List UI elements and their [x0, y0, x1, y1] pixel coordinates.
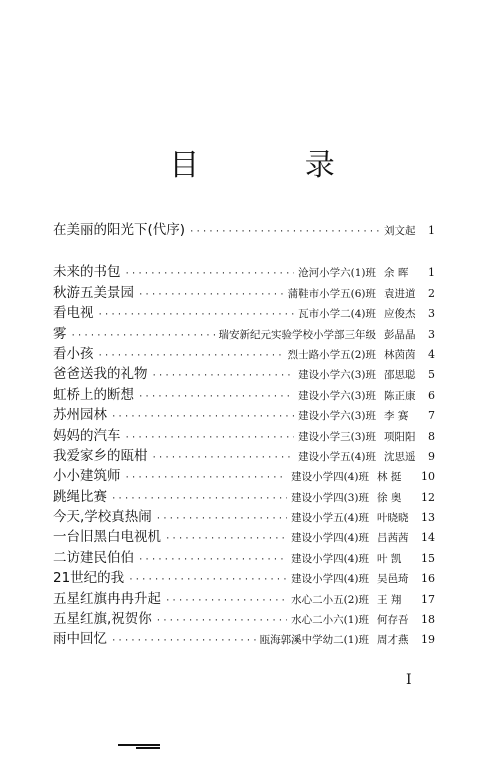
entry-school: 瑞安新纪元实验学校小学部三年级 — [218, 328, 376, 341]
entry-school: 建设小学四(4)班 — [291, 573, 369, 586]
toc-entry[interactable] — [53, 281, 435, 301]
entry-page: 15 — [421, 551, 435, 565]
entry-author: 李 赛 — [384, 410, 409, 423]
entry-page: 14 — [421, 531, 435, 545]
entry-author: 王 翔 — [377, 593, 402, 606]
entry-author: 吴邑琦 — [377, 573, 409, 586]
entry-title: 雾 — [53, 325, 67, 342]
toc-entry[interactable] — [53, 322, 435, 342]
entry-page: 17 — [421, 592, 435, 606]
entry-title: 五星红旗,祝贺你 — [53, 611, 152, 628]
leader-dots — [98, 351, 284, 361]
entry-school: 建设小学三(3)班 — [298, 430, 376, 443]
leader-dots — [165, 534, 287, 544]
toc-entry[interactable] — [53, 362, 435, 382]
entry-page: 18 — [421, 613, 435, 627]
page-title: 目 录 — [169, 148, 383, 183]
entry-title: 小小建筑师 — [53, 468, 121, 485]
entry-school: 建设小学五(4)班 — [291, 512, 369, 525]
entry-school: 水心二小六(1)班 — [291, 614, 369, 627]
leader-dots — [138, 290, 284, 300]
entry-title: 虹桥上的断想 — [53, 386, 134, 403]
entry-author: 林茵茵 — [384, 348, 416, 361]
entry-school: 烈士路小学五(2)班 — [287, 348, 376, 361]
entry-author: 徐 奥 — [377, 491, 402, 504]
entry-author: 周才燕 — [377, 634, 409, 647]
leader-dots — [125, 433, 295, 443]
scan-artifact — [118, 744, 160, 746]
entry-school: 建设小学六(3)班 — [298, 369, 376, 382]
toc-entry[interactable] — [53, 424, 435, 444]
table-of-contents — [53, 218, 435, 648]
entry-page: 1 — [428, 266, 435, 280]
leader-dots — [138, 392, 294, 402]
entry-title: 苏州园林 — [53, 407, 107, 424]
entry-author: 何存吾 — [377, 614, 409, 627]
entry-school: 水心二小五(2)班 — [291, 593, 369, 606]
leader-dots — [165, 596, 287, 606]
entry-title: 雨中回忆 — [53, 631, 107, 648]
entry-school: 建设小学五(4)班 — [298, 450, 376, 463]
toc-entry[interactable] — [53, 627, 435, 647]
entry-school: 瓦市小学二(4)班 — [298, 308, 376, 321]
toc-entry[interactable] — [53, 301, 435, 321]
entry-author: 叶晓晓 — [377, 512, 409, 525]
entry-page: 16 — [421, 572, 435, 586]
entry-page: 3 — [428, 327, 435, 341]
entry-page: 9 — [428, 449, 435, 463]
toc-entry[interactable] — [53, 342, 435, 362]
entry-author: 沈思遥 — [384, 450, 416, 463]
entry-author: 陈正康 — [384, 389, 416, 402]
leader-dots — [128, 575, 287, 585]
entry-page: 10 — [421, 470, 435, 484]
entry-author: 应俊杰 — [384, 308, 416, 321]
leader-dots — [111, 494, 287, 504]
entry-title: 一台旧黑白电视机 — [53, 529, 161, 546]
toc-entry[interactable] — [53, 525, 435, 545]
entry-school: 瓯海郭溪中学幼二(1)班 — [259, 634, 369, 647]
toc-entry[interactable] — [53, 260, 435, 280]
entry-author: 彭晶晶 — [384, 328, 416, 341]
leader-dots — [98, 310, 295, 320]
entry-title: 秋游五美景园 — [53, 284, 134, 301]
entry-school: 蒲鞋市小学五(6)班 — [287, 287, 376, 300]
entry-title: 未来的书包 — [53, 264, 121, 281]
entry-title: 21世纪的我 — [53, 570, 125, 587]
entry-page: 1 — [428, 224, 435, 237]
entry-author: 袁进道 — [384, 287, 416, 300]
leader-dots — [111, 412, 294, 422]
entry-page: 7 — [428, 409, 435, 423]
leader-dots — [189, 227, 380, 237]
leader-dots — [125, 473, 288, 483]
entry-title: 跳绳比赛 — [53, 488, 107, 505]
entry-page: 5 — [428, 368, 435, 382]
entry-author: 邵思聪 — [384, 369, 416, 382]
entry-author: 刘文起 — [384, 225, 416, 237]
entry-page: 3 — [428, 307, 435, 321]
toc-entry[interactable] — [53, 607, 435, 627]
leader-dots — [71, 331, 215, 341]
leader-dots — [152, 371, 295, 381]
page-folio: I — [406, 672, 412, 688]
toc-entry[interactable] — [53, 383, 435, 403]
entry-page: 4 — [428, 347, 435, 361]
entry-school: 建设小学四(4)班 — [291, 471, 369, 484]
leader-dots — [156, 616, 287, 626]
entry-title: 五星红旗冉冉升起 — [53, 590, 161, 607]
toc-entry[interactable] — [53, 505, 435, 525]
entry-title: 今天,学校真热闹 — [53, 509, 152, 526]
toc-entry[interactable] — [53, 566, 435, 586]
entry-page: 2 — [428, 286, 435, 300]
entry-school: 建设小学六(3)班 — [298, 389, 376, 402]
entry-page: 6 — [428, 388, 435, 402]
entry-page: 12 — [421, 490, 435, 504]
entry-title: 我爱家乡的瓯柑 — [53, 447, 148, 464]
entry-author: 项阳阳 — [384, 430, 416, 443]
entry-school: 建设小学四(4)班 — [291, 552, 369, 565]
leader-dots — [125, 269, 295, 279]
leader-dots — [152, 453, 295, 463]
toc-entry[interactable] — [53, 485, 435, 505]
toc-entry[interactable] — [53, 546, 435, 566]
entry-author: 吕茜茜 — [377, 532, 409, 545]
toc-entry[interactable] — [53, 444, 435, 464]
leader-dots — [156, 514, 287, 524]
entry-author: 林 挺 — [377, 471, 402, 484]
leader-dots — [111, 636, 256, 646]
toc-entry[interactable] — [53, 464, 435, 484]
scan-artifact — [136, 747, 160, 749]
entry-author: 余 晖 — [384, 267, 409, 280]
entry-page: 19 — [421, 633, 435, 647]
entry-school: 建设小学四(3)班 — [291, 491, 369, 504]
entry-school: 沧河小学六(1)班 — [298, 267, 376, 280]
entry-title: 看小孩 — [53, 345, 94, 362]
entry-page: 8 — [428, 429, 435, 443]
entry-title: 看电视 — [53, 305, 94, 322]
toc-entry[interactable] — [53, 587, 435, 607]
entry-school: 建设小学四(4)班 — [291, 532, 369, 545]
entry-school: 建设小学六(3)班 — [298, 410, 376, 423]
entry-title: 二访建民伯伯 — [53, 549, 134, 566]
toc-entry-preface[interactable] — [53, 218, 435, 238]
entry-author: 叶 凯 — [377, 552, 402, 565]
entry-page: 13 — [421, 511, 435, 525]
leader-dots — [138, 555, 287, 565]
entry-title: 在美丽的阳光下(代序) — [53, 222, 186, 238]
entry-title: 爸爸送我的礼物 — [53, 366, 148, 383]
toc-entry[interactable] — [53, 403, 435, 423]
entry-title: 妈妈的汽车 — [53, 427, 121, 444]
